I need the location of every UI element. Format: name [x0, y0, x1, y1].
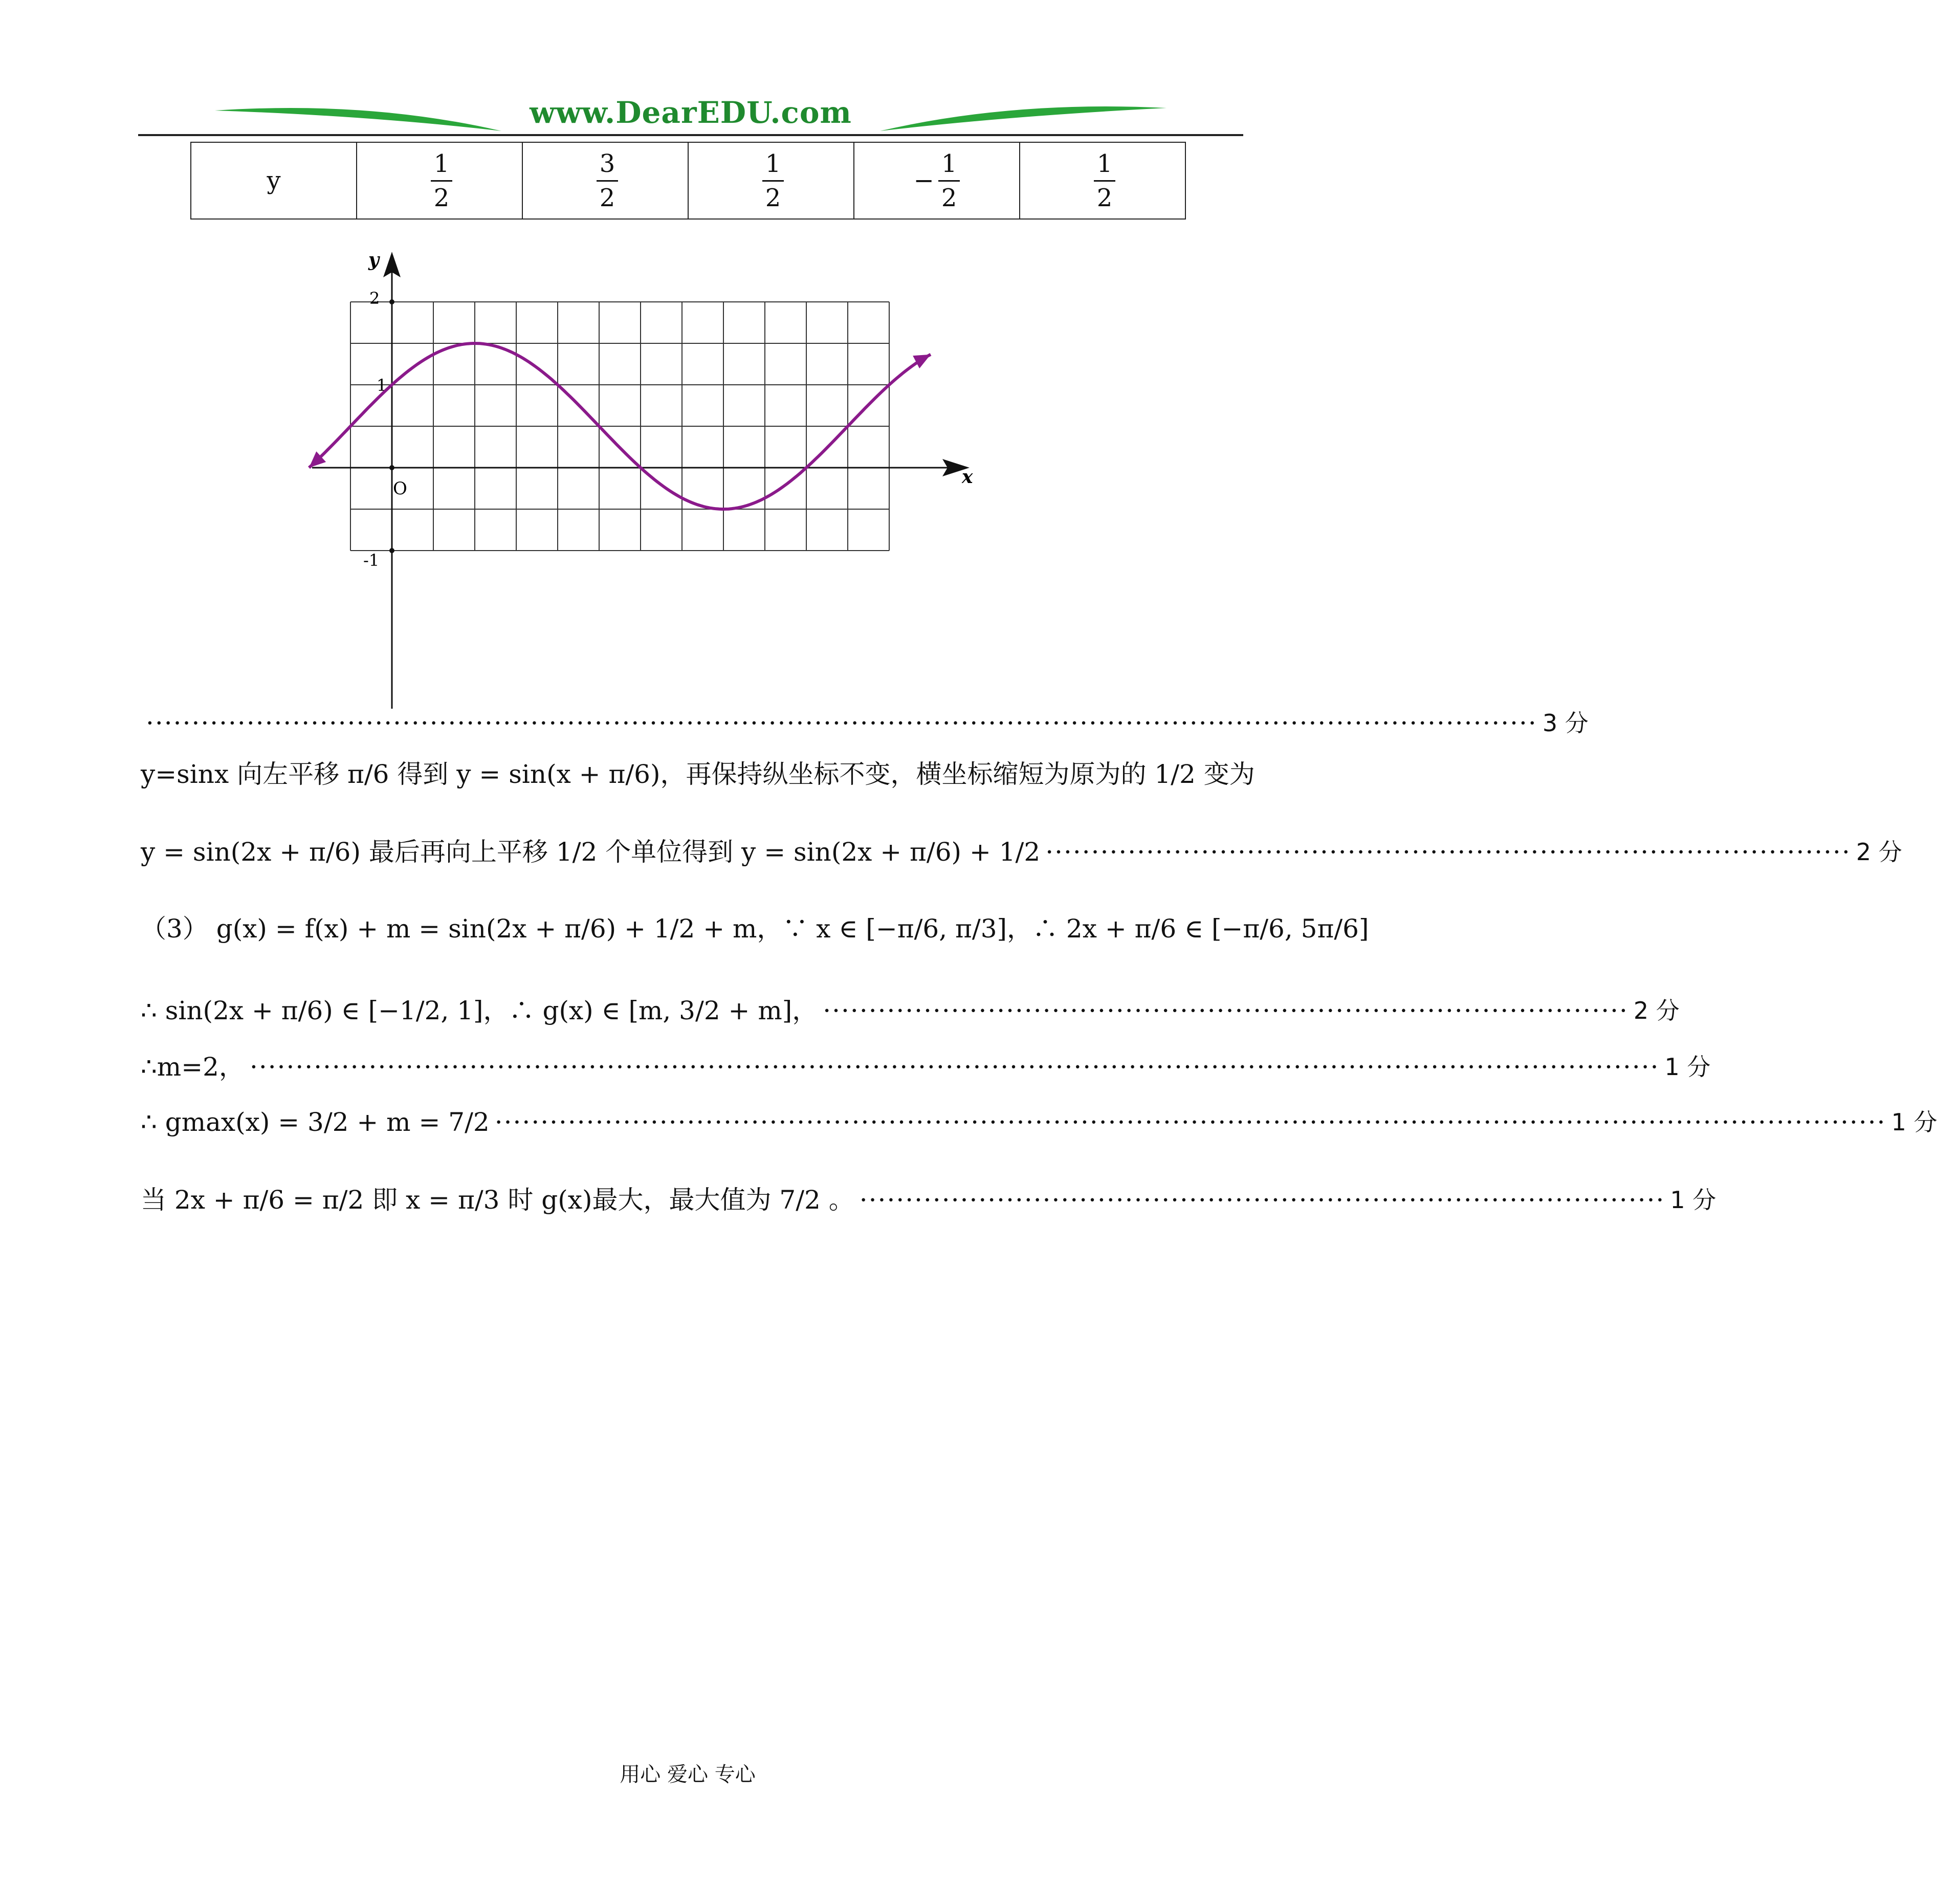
table-cell: $\frac{3}{2}$: [522, 142, 688, 219]
table-cell: − $\frac{1}{2}$: [854, 142, 1020, 219]
solution-line: [141, 914, 1369, 944]
solution-line: [141, 1185, 1716, 1215]
solution-text: （3） g(x) = f(x) + m = sin(2x + π/6) + 1/2 + m，∵ x ∈ [−π/6, π/3]，∴ 2x + π/6 ∈ [−π/6, 5π/6]: [141, 914, 1369, 944]
solution-text: 当 2x + π/6 = π/2 即 x = π/3 时 g(x)最大，最大值为 7/2 。: [141, 1185, 854, 1215]
score-label: 1 分: [1664, 1053, 1711, 1081]
table-row-label: y: [191, 142, 357, 219]
solution-line: [141, 1052, 1711, 1082]
sine-chart: [297, 240, 1013, 711]
axis-dot: [389, 465, 394, 470]
curve-arrow-right: [913, 355, 931, 368]
score-label: 2 分: [1856, 838, 1902, 866]
y-tick-label: 2: [369, 289, 380, 308]
dot-leader: ························································································: [823, 996, 1628, 1025]
solution-text: y=sinx 向左平移 π/6 得到 y = sin(x + π/6)，再保持纵坐标不变，横坐标缩短为原为的 1/2 变为: [141, 759, 1255, 789]
brand-logo-text: www.DearEDU.com: [530, 95, 852, 130]
axis-dot: [389, 548, 394, 553]
header-rule: [138, 134, 1243, 136]
score-line: [141, 708, 1589, 738]
table-cell: $\frac{1}{2}$: [688, 142, 854, 219]
axis-dot: [389, 299, 394, 304]
dot-leader: ························································································: [1045, 837, 1851, 867]
table-cell: $\frac{1}{2}$: [357, 142, 522, 219]
dot-leader: ··························································································································································: [249, 1052, 1660, 1082]
footer-text: 用心 爱心 专心: [620, 1763, 756, 1786]
solution-line: [141, 996, 1680, 1025]
origin-label: O: [393, 478, 407, 499]
solution-text: ∴ sin(2x + π/6) ∈ [−1/2, 1]，∴ g(x) ∈ [m, 3/2 + m]，: [141, 996, 818, 1025]
dot-leader: ························································································································································: [494, 1107, 1886, 1137]
solution-text: ∴ gmax(x) = 3/2 + m = 7/2: [141, 1107, 490, 1137]
score-label: 1 分: [1670, 1186, 1716, 1214]
x-axis-label: x: [962, 466, 973, 488]
dot-leader: ························································································································································: [146, 708, 1537, 738]
value-table: [190, 142, 1186, 220]
dot-leader: ························································································: [859, 1185, 1665, 1215]
solution-line: [141, 1107, 1937, 1137]
score-label: 2 分: [1633, 997, 1680, 1024]
score-label: 1 分: [1891, 1108, 1937, 1136]
chart-grid: [350, 302, 889, 551]
table-cell: $\frac{1}{2}$: [1020, 142, 1185, 219]
score-label: 3 分: [1542, 709, 1589, 737]
y-axis-label: y: [368, 249, 379, 271]
solution-text: y = sin(2x + π/6) 最后再向上平移 1/2 个单位得到 y = sin(2x + π/6) + 1/2: [141, 837, 1041, 867]
solution-line: [141, 759, 1255, 789]
solution-line: [141, 837, 1902, 867]
y-tick-label: 1: [377, 376, 387, 395]
solution-text: ∴m=2，: [141, 1052, 245, 1082]
y-tick-label: -1: [363, 551, 380, 570]
curve-arrows: [309, 355, 931, 468]
